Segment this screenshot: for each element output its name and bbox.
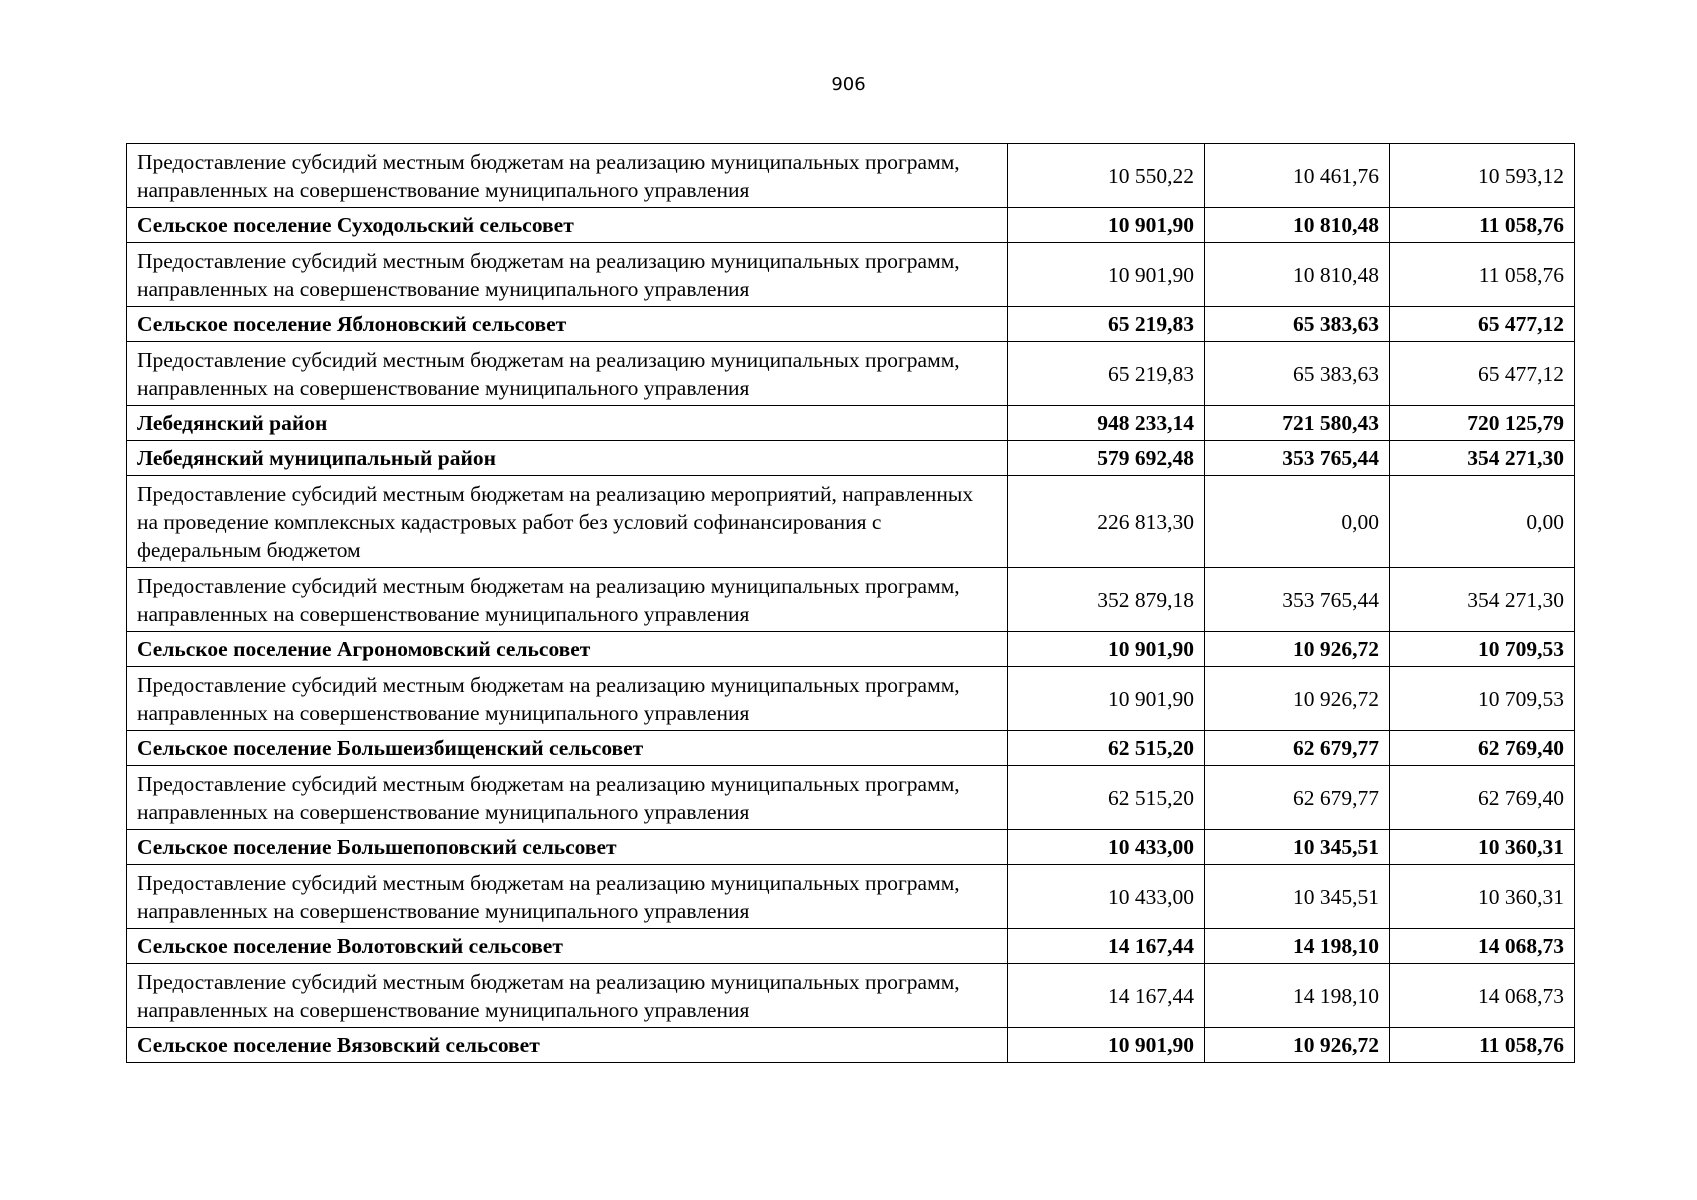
value-year1-cell: 948 233,14 bbox=[1008, 406, 1205, 441]
value-year3-cell: 11 058,76 bbox=[1390, 208, 1575, 243]
value-year3-cell: 10 709,53 bbox=[1390, 667, 1575, 731]
value-year2-cell: 14 198,10 bbox=[1205, 929, 1390, 964]
value-year3-cell: 14 068,73 bbox=[1390, 929, 1575, 964]
value-year1-cell: 10 433,00 bbox=[1008, 830, 1205, 865]
value-year3-cell: 10 360,31 bbox=[1390, 830, 1575, 865]
value-year2-cell: 10 926,72 bbox=[1205, 667, 1390, 731]
subsidy-row bbox=[127, 964, 1575, 1028]
value-year1-cell: 65 219,83 bbox=[1008, 307, 1205, 342]
section-total-row bbox=[127, 929, 1575, 964]
value-year3-cell: 14 068,73 bbox=[1390, 964, 1575, 1028]
row-name-cell: Сельское поселение Яблоновский сельсовет bbox=[127, 307, 1008, 342]
row-name-cell: Сельское поселение Агрономовский сельсовет bbox=[127, 632, 1008, 667]
subsidy-row bbox=[127, 243, 1575, 307]
value-year1-cell: 14 167,44 bbox=[1008, 964, 1205, 1028]
section-total-row bbox=[127, 731, 1575, 766]
row-name-cell: Сельское поселение Большеизбищенский сельсовет bbox=[127, 731, 1008, 766]
value-year1-cell: 10 550,22 bbox=[1008, 144, 1205, 208]
subsidy-row bbox=[127, 667, 1575, 731]
section-total-row bbox=[127, 441, 1575, 476]
value-year3-cell: 0,00 bbox=[1390, 476, 1575, 568]
value-year1-cell: 62 515,20 bbox=[1008, 766, 1205, 830]
value-year1-cell: 10 901,90 bbox=[1008, 667, 1205, 731]
value-year1-cell: 65 219,83 bbox=[1008, 342, 1205, 406]
value-year2-cell: 10 810,48 bbox=[1205, 243, 1390, 307]
row-name-cell: Предоставление субсидий местным бюджетам на реализацию мероприятий, направленных на проведение комплексных кадастровых работ без условий софинансирования с федеральным бюджетом bbox=[127, 476, 1008, 568]
value-year3-cell: 62 769,40 bbox=[1390, 731, 1575, 766]
value-year2-cell: 10 810,48 bbox=[1205, 208, 1390, 243]
budget-table bbox=[126, 143, 1575, 1063]
value-year2-cell: 65 383,63 bbox=[1205, 342, 1390, 406]
row-name-cell: Предоставление субсидий местным бюджетам на реализацию муниципальных программ, направленных на совершенствование муниципального управления bbox=[127, 865, 1008, 929]
value-year1-cell: 579 692,48 bbox=[1008, 441, 1205, 476]
value-year2-cell: 353 765,44 bbox=[1205, 441, 1390, 476]
row-name-cell: Сельское поселение Волотовский сельсовет bbox=[127, 929, 1008, 964]
value-year2-cell: 10 926,72 bbox=[1205, 1028, 1390, 1063]
subsidy-row bbox=[127, 144, 1575, 208]
section-total-row bbox=[127, 830, 1575, 865]
value-year3-cell: 65 477,12 bbox=[1390, 307, 1575, 342]
value-year2-cell: 14 198,10 bbox=[1205, 964, 1390, 1028]
value-year1-cell: 14 167,44 bbox=[1008, 929, 1205, 964]
value-year3-cell: 11 058,76 bbox=[1390, 1028, 1575, 1063]
section-total-row bbox=[127, 1028, 1575, 1063]
value-year1-cell: 226 813,30 bbox=[1008, 476, 1205, 568]
row-name-cell: Предоставление субсидий местным бюджетам на реализацию муниципальных программ, направленных на совершенствование муниципального управления bbox=[127, 766, 1008, 830]
value-year3-cell: 354 271,30 bbox=[1390, 441, 1575, 476]
row-name-cell: Сельское поселение Вязовский сельсовет bbox=[127, 1028, 1008, 1063]
value-year1-cell: 62 515,20 bbox=[1008, 731, 1205, 766]
subsidy-row bbox=[127, 476, 1575, 568]
row-name-cell: Предоставление субсидий местным бюджетам на реализацию муниципальных программ, направленных на совершенствование муниципального управления bbox=[127, 568, 1008, 632]
row-name-cell: Предоставление субсидий местным бюджетам на реализацию муниципальных программ, направленных на совершенствование муниципального управления bbox=[127, 667, 1008, 731]
subsidy-row bbox=[127, 766, 1575, 830]
value-year2-cell: 10 926,72 bbox=[1205, 632, 1390, 667]
row-name-cell: Предоставление субсидий местным бюджетам на реализацию муниципальных программ, направленных на совершенствование муниципального управления bbox=[127, 342, 1008, 406]
value-year3-cell: 720 125,79 bbox=[1390, 406, 1575, 441]
budget-table-body bbox=[127, 144, 1575, 1063]
value-year3-cell: 10 360,31 bbox=[1390, 865, 1575, 929]
value-year1-cell: 10 901,90 bbox=[1008, 208, 1205, 243]
value-year3-cell: 354 271,30 bbox=[1390, 568, 1575, 632]
section-total-row bbox=[127, 208, 1575, 243]
value-year3-cell: 11 058,76 bbox=[1390, 243, 1575, 307]
value-year2-cell: 10 345,51 bbox=[1205, 865, 1390, 929]
value-year2-cell: 10 461,76 bbox=[1205, 144, 1390, 208]
row-name-cell: Лебедянский муниципальный район bbox=[127, 441, 1008, 476]
value-year1-cell: 352 879,18 bbox=[1008, 568, 1205, 632]
subsidy-row bbox=[127, 568, 1575, 632]
row-name-cell: Лебедянский район bbox=[127, 406, 1008, 441]
value-year2-cell: 62 679,77 bbox=[1205, 766, 1390, 830]
row-name-cell: Предоставление субсидий местным бюджетам на реализацию муниципальных программ, направленных на совершенствование муниципального управления bbox=[127, 243, 1008, 307]
value-year3-cell: 62 769,40 bbox=[1390, 766, 1575, 830]
section-total-row bbox=[127, 632, 1575, 667]
row-name-cell: Предоставление субсидий местным бюджетам на реализацию муниципальных программ, направленных на совершенствование муниципального управления bbox=[127, 144, 1008, 208]
value-year1-cell: 10 901,90 bbox=[1008, 243, 1205, 307]
value-year1-cell: 10 901,90 bbox=[1008, 1028, 1205, 1063]
row-name-cell: Сельское поселение Суходольский сельсовет bbox=[127, 208, 1008, 243]
subsidy-row bbox=[127, 342, 1575, 406]
row-name-cell: Предоставление субсидий местным бюджетам на реализацию муниципальных программ, направленных на совершенствование муниципального управления bbox=[127, 964, 1008, 1028]
value-year2-cell: 65 383,63 bbox=[1205, 307, 1390, 342]
value-year2-cell: 353 765,44 bbox=[1205, 568, 1390, 632]
value-year3-cell: 65 477,12 bbox=[1390, 342, 1575, 406]
section-total-row bbox=[127, 307, 1575, 342]
page-number: 906 bbox=[831, 74, 866, 95]
section-total-row bbox=[127, 406, 1575, 441]
value-year2-cell: 721 580,43 bbox=[1205, 406, 1390, 441]
value-year1-cell: 10 901,90 bbox=[1008, 632, 1205, 667]
value-year2-cell: 62 679,77 bbox=[1205, 731, 1390, 766]
value-year2-cell: 10 345,51 bbox=[1205, 830, 1390, 865]
row-name-cell: Сельское поселение Большепоповский сельсовет bbox=[127, 830, 1008, 865]
value-year1-cell: 10 433,00 bbox=[1008, 865, 1205, 929]
value-year2-cell: 0,00 bbox=[1205, 476, 1390, 568]
value-year3-cell: 10 709,53 bbox=[1390, 632, 1575, 667]
subsidy-row bbox=[127, 865, 1575, 929]
value-year3-cell: 10 593,12 bbox=[1390, 144, 1575, 208]
